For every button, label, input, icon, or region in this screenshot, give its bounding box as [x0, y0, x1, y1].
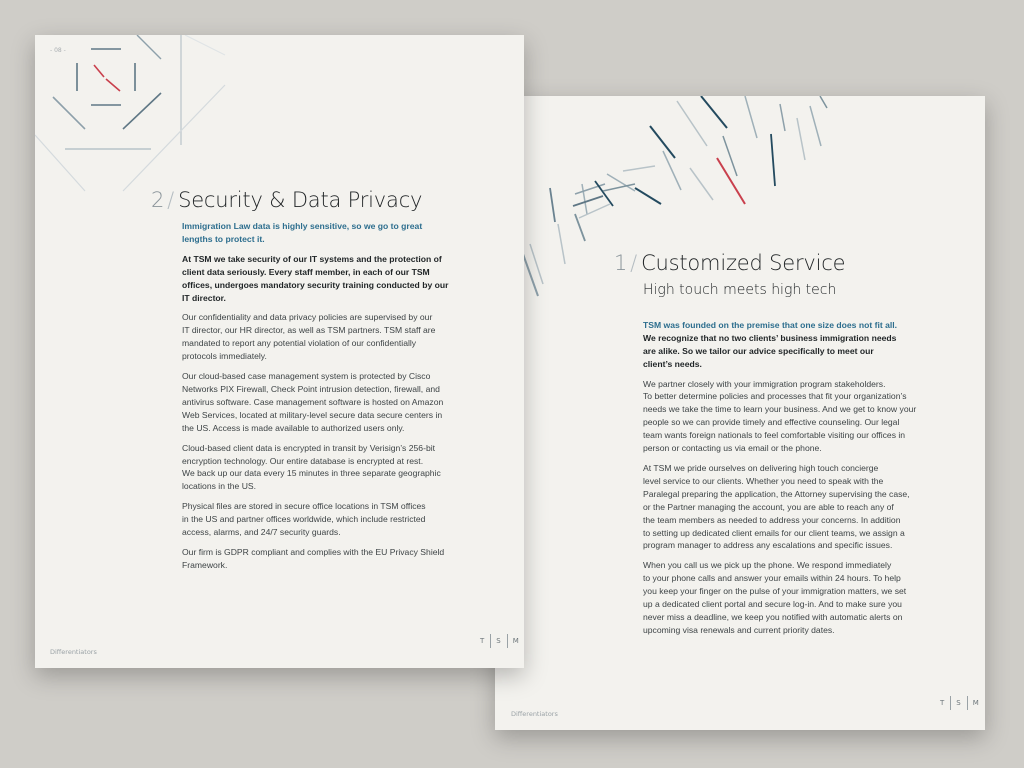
- section-slash: /: [167, 188, 175, 212]
- paragraph: Physical files are stored in secure office locations in TSM offices in the US and partner offices worldwide, which include restricted access, alarms, and 24/7 security guards.: [182, 501, 426, 538]
- logo-letter-m: M: [512, 637, 520, 645]
- paragraph: We partner closely with your immigration program stakeholders. To better determine policies and processes that fit your organization’s needs we take the time to learn your business. And we get to know your people so we can provide timely and effective counseling. Our legal team wants foreign nationals to feel comfortable visiting our offices in person or contacting us via email or the phone.: [643, 378, 917, 454]
- section-number: 1: [614, 251, 628, 275]
- section-number: 2: [151, 188, 165, 212]
- lead-highlight: TSM was founded on the premise that one size does not fit all.: [643, 319, 898, 330]
- document-page-customized-service: [495, 96, 985, 730]
- lead-statement: We recognize that no two clients’ business immigration needs are alike. So we tailor our advice specifically to meet our client’s needs.: [643, 332, 897, 369]
- decorative-geometric-pattern: [35, 35, 255, 205]
- logo-letter-s: S: [496, 637, 502, 645]
- section-slash: /: [630, 251, 638, 275]
- tsm-logo: [935, 696, 985, 710]
- section-title: [614, 251, 845, 275]
- paragraph: At TSM we pride ourselves on delivering high touch concierge level service to our clients. Whether you need to speak with the Paralegal preparing the application, the Attorney supervising the case, or the Partner managing the account, you are able to reach any of the team members as needed to address your concerns. In addition to setting up dedicated client emails for our client teams, we assign a program manager to address any escalations and specific issues.: [643, 462, 910, 551]
- page-number: - 08 -: [50, 47, 66, 54]
- section-title: [151, 188, 422, 212]
- section-subtitle: High touch meets high tech: [643, 282, 837, 298]
- paragraph: Our confidentiality and data privacy policies are supervised by our IT director, our HR director, as well as TSM partners. TSM staff are mandated to report any potential violation of our confidentially protocols immediately.: [182, 312, 436, 362]
- section-title-text: Customized Service: [641, 251, 846, 275]
- logo-letter-t: T: [480, 637, 486, 645]
- tsm-logo: [475, 634, 524, 648]
- paragraph: Cloud-based client data is encrypted in transit by Verisign’s 256-bit encryption technology. Our entire database is encrypted at rest. We back up our data every 15 minutes in three separate geographic locations in the US.: [182, 442, 441, 492]
- footer-label: Differentiators: [511, 710, 558, 718]
- logo-letter-t: T: [940, 699, 946, 707]
- body-text: [643, 306, 938, 644]
- lead-statement: At TSM we take security of our IT systems and the protection of client data seriously. Every staff member, in each of our TSM offices, undergoes mandatory security training conducted by our IT director.: [182, 253, 449, 303]
- section-title-text: Security & Data Privacy: [178, 188, 423, 212]
- logo-letter-m: M: [972, 699, 980, 707]
- lead-highlight: Immigration Law data is highly sensitive, so we go to great lengths to protect it.: [182, 221, 423, 244]
- paragraph: Our firm is GDPR compliant and complies with the EU Privacy Shield Framework.: [182, 546, 445, 570]
- paragraph: Our cloud-based case management system is protected by Cisco Networks PIX Firewall, Check Point intrusion detection, firewall, and antivirus software. Case management software is hosted on Amazon Web Services, located at military-level secure data secure centers in the US. Access is made available to authorized users only.: [182, 371, 444, 433]
- footer-label: Differentiators: [50, 648, 97, 656]
- body-text: [182, 220, 472, 579]
- logo-letter-s: S: [956, 699, 962, 707]
- paragraph: When you call us we pick up the phone. We respond immediately to your phone calls and answer your emails within 24 hours. To help you keep your finger on the pulse of your immigration matters, we set up a dedicated client portal and secure log-in. And to make sure you never miss a deadline, we keep you notified with automatic alerts on upcoming visa renewals and current priority dates.: [643, 560, 907, 635]
- document-page-security-data-privacy: [35, 35, 524, 668]
